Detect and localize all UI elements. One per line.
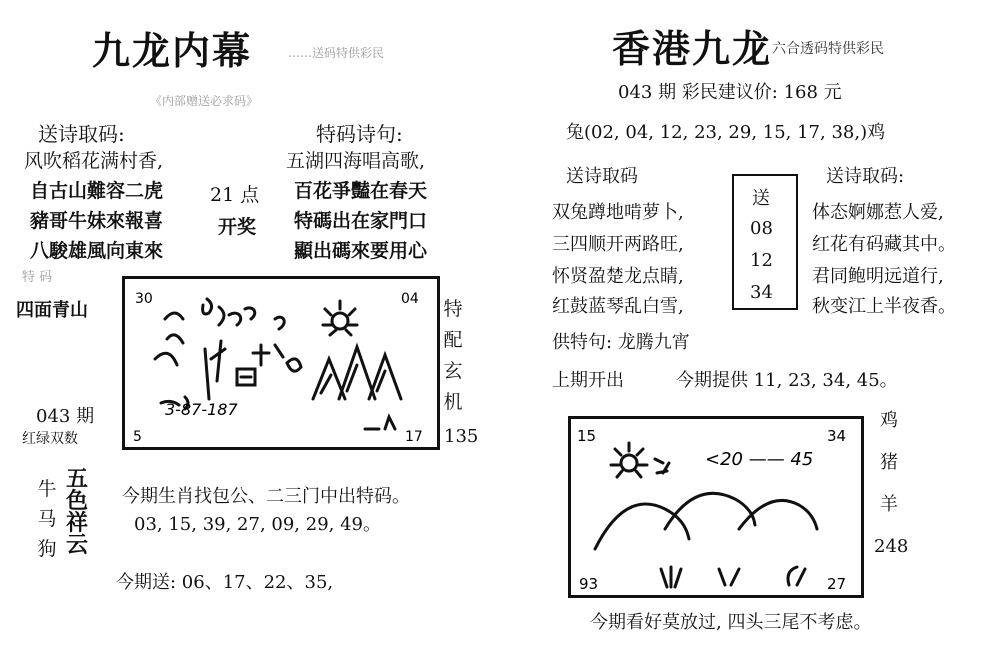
zodiac-numbers: 03, 15, 39, 27, 09, 29, 49。	[134, 514, 381, 535]
right-footer: 今期看好莫放过, 四头三尾不考虑。	[590, 612, 872, 633]
send-box	[732, 174, 798, 310]
right-side-number: 248	[874, 536, 909, 557]
left-poem-line-1: 风吹稻花满村香,	[24, 150, 164, 172]
animal-1: 牛	[37, 478, 57, 500]
side-label: 特配玄机	[443, 298, 463, 413]
left-sketch-box	[122, 276, 440, 450]
five-color: 五色祥云	[65, 466, 88, 558]
right-poem-left-2: 三四顺开两路旺,	[552, 234, 684, 255]
right-sketch-num-3: 93	[579, 575, 599, 593]
today-send: 今期送: 06、17、22、35,	[116, 572, 334, 593]
left-issue: 043 期	[36, 406, 95, 427]
side-animal-2: 猪	[880, 452, 898, 473]
draw-time: 21 点	[210, 184, 260, 206]
right-poem-right-1: 体态婀娜惹人爱,	[812, 202, 944, 223]
right-sketch-num-4: 27	[827, 575, 847, 593]
last-draw: 上期开出	[552, 370, 624, 391]
right-poem-right-3: 君同鲍明远道行,	[812, 266, 944, 287]
rabbit-line: 兔(02, 04, 12, 23, 29, 15, 17, 38,)鸡	[566, 122, 886, 143]
special-poem-line-3: 特碼出在家門口	[294, 210, 428, 232]
right-poem-label-left: 送诗取码	[566, 166, 638, 187]
side-animal-3: 羊	[880, 494, 898, 515]
send-box-label: 送	[752, 188, 770, 209]
provide-numbers: 今期提供 11, 23, 34, 45。	[676, 370, 898, 391]
special-idiom: 四面青山	[16, 300, 88, 321]
zodiac-note: 今期生肖找包公、二三门中出特码。	[122, 486, 410, 507]
special-poem-label: 特码诗句:	[316, 122, 403, 146]
animals-column	[34, 474, 60, 564]
left-sketch-num-4: 17	[405, 429, 423, 445]
right-poem-left-1: 双兔蹲地啃萝卜,	[552, 202, 684, 223]
special-label: 特 码	[22, 270, 53, 285]
right-sketch-num-1: 15	[577, 427, 597, 445]
special-poem-line-4: 顯出碼來要用心	[294, 240, 428, 262]
right-poem-right-4: 秋变江上半夜香。	[812, 296, 956, 317]
left-side-number: 135	[444, 426, 479, 447]
special-phrase: 供特句: 龙腾九宵	[552, 332, 690, 353]
special-poem-line-1: 五湖四海唱高歌,	[286, 150, 426, 172]
left-poem-line-2: 自古山難容二虎	[30, 180, 164, 202]
left-poem-label: 送诗取码:	[38, 122, 125, 146]
left-subheading: 《内部赠送必求码》	[150, 94, 259, 108]
right-poem-label-right: 送诗取码:	[826, 166, 905, 187]
right-poem-left-4: 红鼓蓝琴乱白雪,	[552, 296, 684, 317]
right-poem-left-3: 怀贤盈楚龙点睛,	[552, 266, 684, 287]
right-sketch-box	[568, 416, 864, 598]
right-sketch-drawing	[571, 419, 861, 595]
animal-2: 马	[37, 508, 57, 530]
left-poem-line-4: 八駿雄風向東來	[30, 240, 164, 262]
left-title: 九龙内幕	[92, 28, 253, 73]
left-issue-sub: 红绿双数	[22, 431, 78, 447]
draw-label: 开奖	[218, 216, 257, 238]
left-sketch-num-1: 30	[135, 291, 153, 307]
right-sketch-text: <20 —— 45	[705, 449, 814, 470]
send-box-num-1: 08	[750, 218, 773, 239]
issue-price: 043 期 彩民建议价: 168 元	[618, 82, 842, 103]
special-poem-line-2: 百花爭豔在春天	[294, 180, 428, 202]
side-animal-1: 鸡	[880, 410, 898, 431]
right-sketch-num-2: 34	[827, 427, 847, 445]
left-subtitle: ……送码特供彩民	[288, 46, 385, 60]
left-sketch-text: 3-87-187	[165, 400, 238, 419]
left-poem-line-3: 豬哥牛妹來報喜	[30, 210, 164, 232]
left-sketch-drawing	[125, 279, 437, 447]
left-sketch-num-2: 04	[401, 291, 419, 307]
right-subtitle: 六合透码特供彩民	[772, 41, 884, 57]
send-box-num-3: 34	[750, 282, 773, 303]
right-title: 香港九龙	[612, 26, 773, 71]
send-box-num-2: 12	[750, 250, 773, 271]
right-poem-right-2: 红花有码藏其中。	[812, 234, 956, 255]
animal-3: 狗	[37, 538, 57, 560]
left-sketch-num-3: 5	[133, 429, 142, 445]
